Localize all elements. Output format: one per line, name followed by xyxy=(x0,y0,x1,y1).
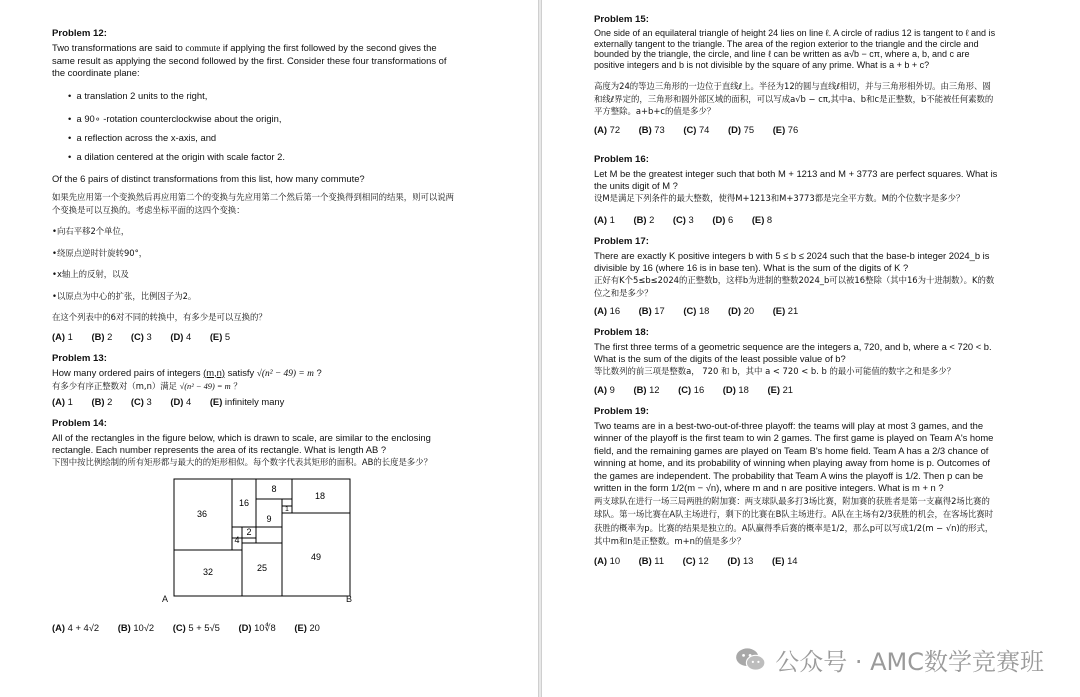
choice-a[interactable] xyxy=(594,555,620,566)
answer-choices xyxy=(52,622,462,634)
choice-part: 14 xyxy=(787,554,798,566)
choice-e[interactable] xyxy=(210,396,285,407)
choice-a[interactable] xyxy=(52,622,99,633)
choice-part: 2 xyxy=(107,330,113,342)
choice-d[interactable] xyxy=(238,622,275,633)
choice-part: 3 xyxy=(146,396,152,407)
choice-part: (B) xyxy=(638,123,652,135)
choice-a[interactable] xyxy=(594,214,615,225)
problem-question: Of the 6 pairs of distinct transformations from this list, how many commute? xyxy=(52,173,365,184)
problem-title: Problem 16: xyxy=(594,153,649,165)
choice-part: 4 xyxy=(185,396,192,407)
area-label: 8 xyxy=(271,483,277,494)
right-column xyxy=(594,14,998,577)
bullet-text: a dilation centered at the origin with scale factor 2. xyxy=(76,151,285,162)
choice-part: (D) xyxy=(727,554,741,566)
choice-e[interactable] xyxy=(752,214,772,225)
choice-part: (B) xyxy=(633,383,647,395)
choice-c[interactable] xyxy=(678,384,704,395)
choice-part: (A) xyxy=(594,123,608,135)
choice-c[interactable] xyxy=(683,555,709,566)
choice-part: 6 xyxy=(727,214,734,225)
choice-d[interactable] xyxy=(712,214,733,225)
choice-part: (C) xyxy=(683,123,697,135)
choice-part: ? xyxy=(313,366,322,378)
problem-12 xyxy=(52,28,462,343)
bullet-item: • a translation 2 units to the right, xyxy=(68,90,208,101)
choice-b[interactable] xyxy=(639,555,664,566)
choice-a[interactable] xyxy=(594,384,615,395)
choice-a[interactable] xyxy=(594,124,620,135)
choice-part: (E) xyxy=(209,330,223,342)
choice-part: (D) xyxy=(712,214,726,225)
choice-part: (D) xyxy=(238,621,252,633)
problem-13 xyxy=(52,353,462,409)
choice-part: 4 + 4√2 xyxy=(67,621,100,633)
choice-part: 12 xyxy=(698,554,709,566)
choice-part: (D) xyxy=(170,330,184,342)
cn-text: 正好有K个5≤b≤2024的正整数b，这样b为进制的整数2024_b可以被16整除（其中16为十进制数）。K的数位之和是多少？ xyxy=(594,275,995,298)
cn-text: 高度为24的等边三角形的一边位于直线ℓ上。半径为12的圆与直线ℓ相切，并与三角形相外切。由三角形、圆和线ℓ界定的，三角形和圆外部区域的面积，可以写成a√b − cπ,其中a、b和c是正整数，b不能被任何素数的平方整除。a+b+c的值是多少？ xyxy=(594,81,994,116)
choice-part: (C) xyxy=(172,621,186,633)
cn-question: 在这个列表中的6对不同的转换中，有多少是可以互换的？ xyxy=(52,312,267,322)
problem-title: Problem 17: xyxy=(594,236,649,247)
choice-d[interactable] xyxy=(728,305,754,316)
choice-d[interactable] xyxy=(727,555,753,566)
answer-choices xyxy=(52,331,462,343)
choice-part: (B) xyxy=(91,330,105,342)
area-label: 36 xyxy=(196,508,208,519)
problem-text: Two teams are in a best-two-out-of-three playoff: the teams will play at most 3 games, and the winner of the playoff is the first team to win 2 games. The first game is played on Team A's home field, and the remaining games are played on Team B's home field. Team A has a 2/3 chance of winning at home, and its probability of winning when playing away from home is p. Outcomes of the games are independent. The probability that Team A wins the playoff is 1/2. Then p can be written in the form 1/2(m − √n), where m and n are positive integers. What is m + n ? xyxy=(594,419,994,493)
answer-choices xyxy=(52,396,462,408)
bullet-item: • a dilation centered at the origin with scale factor 2. xyxy=(68,151,285,162)
choice-part: (E) xyxy=(294,621,307,633)
choice-e[interactable] xyxy=(294,622,320,633)
choice-part: (B) xyxy=(633,214,647,225)
choice-part: 20 xyxy=(743,305,755,316)
choice-part: 18 xyxy=(738,383,749,395)
choice-part: 8 xyxy=(766,214,773,225)
problem-18 xyxy=(594,327,998,396)
problem-text: How many ordered pairs of integers (m,n) satisfy √(n² − 49) = m ? xyxy=(52,366,322,379)
problem-title: Problem 19: xyxy=(594,405,649,417)
problem-text: One side of an equilateral triangle of height 24 lies on line ℓ. A circle of radius 12 is tangent to ℓ and is externally tangent to the triangle. The area of the region exterior to the triangle and the circle and bounded by the triangle, the circle, and line ℓ can be written as a√b − cπ, where a, b, and c are positive integers and b is not divisible by the square of any prime. What is a + b + c? xyxy=(594,28,996,70)
choice-part: (A) xyxy=(52,396,66,407)
choice-part: (C) xyxy=(678,383,692,395)
watermark xyxy=(735,642,1044,677)
problem-14 xyxy=(52,418,462,634)
problem-title: Problem 14: xyxy=(52,418,107,429)
choice-part: (C) xyxy=(682,554,696,566)
choice-c[interactable] xyxy=(673,214,694,225)
choice-b[interactable] xyxy=(639,124,665,135)
choice-part: (B) xyxy=(91,396,105,407)
choice-part: 76 xyxy=(787,123,799,135)
choice-part: 17 xyxy=(654,305,665,316)
choice-part: infinitely many xyxy=(224,396,285,407)
area-label: 2 xyxy=(246,526,252,537)
choice-part: 11 xyxy=(654,554,665,566)
rectangles-diagram xyxy=(172,477,352,607)
cn-text: 设M是满足下列条件的最大整数，使得M+1213和M+3773都是完全平方数。M的个位数字是多少？ xyxy=(594,192,965,203)
problem-text xyxy=(52,42,462,79)
choice-a[interactable] xyxy=(52,396,73,407)
area-label: 1 xyxy=(285,505,289,513)
area-label: 18 xyxy=(314,490,326,501)
area-label: 32 xyxy=(202,566,214,577)
choice-part: 5 xyxy=(224,330,231,342)
choice-part: 10∜8 xyxy=(254,621,276,633)
choice-part: 1 xyxy=(67,396,73,407)
cn-text: 下图中按比例绘制的所有矩形都与最大的的矩形相似。每个数字代表其矩形的面积。AB的长度是多少？ xyxy=(52,457,432,467)
right-page xyxy=(542,0,1080,697)
choice-part: (A) xyxy=(594,554,608,566)
choice-part: 2 xyxy=(649,214,655,225)
choice-part: 73 xyxy=(654,123,665,135)
problem-text: Let M be the greatest integer such that both M + 1213 and M + 3773 are perfect squares. What is the units digit of M ? xyxy=(594,167,998,191)
choice-c[interactable] xyxy=(131,396,152,407)
cn-text: 如果先应用第一个变换然后再应用第二个的变换与先应用第二个然后第一个变换得到相同的结果，则可以说两个变换是可以互换的。考虑坐标平面的这四个变换： xyxy=(52,192,454,215)
area-label: 49 xyxy=(310,551,322,562)
text-span: Two transformations are said to xyxy=(52,42,186,53)
choice-part: (E) xyxy=(767,383,780,395)
choice-part: (C) xyxy=(130,330,144,342)
choice-b[interactable] xyxy=(633,384,659,395)
choice-part: 21 xyxy=(782,383,794,395)
rectangles-figure xyxy=(162,477,462,610)
choice-part: (C) xyxy=(672,214,686,225)
answer-choices xyxy=(594,555,998,567)
choice-part: 16 xyxy=(609,305,621,316)
choice-part: 12 xyxy=(649,383,660,395)
problem-15 xyxy=(594,14,998,136)
choice-part: 1 xyxy=(67,330,73,342)
left-column xyxy=(52,28,462,644)
choice-part: 18 xyxy=(698,305,710,316)
area-label: 9 xyxy=(266,513,272,524)
choice-part: (E) xyxy=(772,305,786,316)
choice-part: 有多少有序正整数对（m,n）满足 xyxy=(52,380,180,391)
left-page xyxy=(0,0,538,697)
choice-part: 72 xyxy=(609,123,621,135)
choice-part: (D) xyxy=(728,305,742,316)
choice-c[interactable] xyxy=(131,331,152,342)
choice-part: 21 xyxy=(787,305,799,316)
choice-part: 4 xyxy=(185,330,192,342)
choice-part: (A) xyxy=(594,383,608,395)
choice-e[interactable] xyxy=(773,305,799,316)
choice-a[interactable] xyxy=(52,331,73,342)
choice-part: (C) xyxy=(683,305,697,316)
choice-part: (D) xyxy=(722,383,736,395)
choice-part: 75 xyxy=(743,123,755,135)
point-b-label: B xyxy=(346,593,353,604)
choice-part: (B) xyxy=(638,554,652,566)
problem-text: The first three terms of a geometric sequence are the integers a, 720, and b, where a < 720 < b. What is the sum of the digits of the least possible value of b? xyxy=(594,341,992,364)
bullet-item: • a reflection across the x-axis, and xyxy=(68,132,217,143)
cn-text: 两支球队在进行一场三局两胜的附加赛：两支球队最多打3场比赛，附加赛的获胜者是第一支赢得2场比赛的球队。第一场比赛在A队主场进行，剩下的比赛在B队主场进行。A队在主场有2/3获胜的机会，在客场比赛时获胜的概率为p。比赛的结果是独立的。A队赢得季后赛的概率是1/2，那么p可以写成1/2(m − √n)的形式，其中m和n是正整数。m+n的值是多少？ xyxy=(594,495,994,546)
choice-a[interactable] xyxy=(594,305,620,316)
choice-part: 9 xyxy=(609,383,615,395)
choice-part: (C) xyxy=(130,396,144,407)
answer-choices xyxy=(594,305,998,317)
choice-part: 10 xyxy=(609,554,621,566)
choice-e[interactable] xyxy=(773,124,799,135)
bullet-text: a reflection across the x-axis, and xyxy=(76,132,217,143)
text-span: if applying the first followed by the second gives the same result as applying the second followed by the first. Consider these four transformations of the coordinate plane: xyxy=(52,42,447,78)
problem-title: Problem 12: xyxy=(52,28,107,39)
point-a-label: A xyxy=(162,593,169,604)
area-label: 16 xyxy=(238,497,250,508)
choice-part: (E) xyxy=(771,554,785,566)
choice-d[interactable] xyxy=(170,331,191,342)
problem-title: Problem 18: xyxy=(594,327,649,338)
problem-16 xyxy=(594,154,998,227)
area-label: 25 xyxy=(256,562,268,573)
choice-b[interactable] xyxy=(639,305,665,316)
problem-title: Problem 15: xyxy=(594,14,649,25)
choice-c[interactable] xyxy=(173,622,220,633)
cn-bullet: •x轴上的反射，以及 xyxy=(52,269,129,279)
choice-d[interactable] xyxy=(723,384,749,395)
term-commute: commute xyxy=(185,44,221,54)
cn-text: 等比数列的前三项是整数a， 720 和 b，其中 a < 720 < b. b 的最小可能值的数字之和是多少？ xyxy=(594,366,956,376)
choice-part: (B) xyxy=(638,305,652,316)
choice-part: 1 xyxy=(609,214,615,225)
choice-part: (A) xyxy=(594,214,608,225)
choice-part: (A) xyxy=(52,621,66,633)
choice-part: (D) xyxy=(170,396,184,407)
problem-title: Problem 13: xyxy=(52,352,107,364)
choice-part: (A) xyxy=(52,330,66,342)
choice-part: (D) xyxy=(728,123,742,135)
bullet-text: a 90∘ -rotation counterclockwise about the origin, xyxy=(76,113,282,124)
choice-d[interactable] xyxy=(170,396,191,407)
cn-bullet: •绕原点逆时针旋转90°， xyxy=(52,247,148,258)
choice-part: (E) xyxy=(209,396,223,407)
choice-b[interactable] xyxy=(91,396,112,407)
area-label: 4 xyxy=(234,534,240,545)
choice-part: 16 xyxy=(693,383,705,395)
choice-part: (A) xyxy=(594,305,608,316)
cn-bullet: •以原点为中心的扩张，比例因子为2。 xyxy=(52,290,197,301)
choice-e[interactable] xyxy=(772,555,798,566)
bullet-item: • a 90∘ -rotation counterclockwise about the origin, xyxy=(68,113,282,124)
answer-choices xyxy=(594,124,998,136)
choice-part: 74 xyxy=(698,123,710,135)
choice-c[interactable] xyxy=(683,124,709,135)
choice-d[interactable] xyxy=(728,124,754,135)
choice-part: 10√2 xyxy=(133,621,155,633)
cn-text: 有多少有序正整数对（m,n）满足 √(n² − 49) = m ？ xyxy=(52,380,242,391)
problem-text: All of the rectangles in the figure below, which is drawn to scale, are similar to the enclosing rectangle. Each number represents the area of its rectangle. What is length AB ? xyxy=(52,432,431,455)
choice-part: 13 xyxy=(742,554,754,566)
choice-part: 5 + 5√5 xyxy=(188,621,220,633)
choice-part: (B) xyxy=(117,621,131,633)
choice-b[interactable] xyxy=(118,622,154,633)
problem-19 xyxy=(594,406,998,567)
choice-part: ？ xyxy=(230,380,242,391)
choice-part: 3 xyxy=(146,330,152,342)
problem-17 xyxy=(594,236,998,317)
cn-bullet: •向右平移2个单位， xyxy=(52,226,130,236)
choice-part: (E) xyxy=(772,123,786,135)
answer-choices xyxy=(594,384,998,396)
watermark-text: 公众号 · AMC数学竞赛班 xyxy=(775,648,1044,676)
answer-choices xyxy=(594,214,998,226)
choice-part: (m,n) xyxy=(203,366,225,378)
choice-part: satisfy xyxy=(225,366,257,378)
choice-c[interactable] xyxy=(683,305,709,316)
choice-b[interactable] xyxy=(91,331,112,342)
choice-part: How many ordered pairs of integers xyxy=(52,366,204,378)
bullet-text: a translation 2 units to the right, xyxy=(76,90,208,101)
choice-part: 20 xyxy=(309,621,320,633)
choice-part: (E) xyxy=(751,214,765,225)
choice-b[interactable] xyxy=(633,214,654,225)
choice-part: 3 xyxy=(688,214,694,225)
choice-part: 2 xyxy=(107,396,113,407)
wechat-icon xyxy=(735,647,767,673)
choice-e[interactable] xyxy=(210,331,230,342)
choice-e[interactable] xyxy=(767,384,793,395)
problem-text: There are exactly K positive integers b with 5 ≤ b ≤ 2024 such that the base-b integer 2024_b is divisible by 16 (where 16 is in base ten). What is the sum of the digits of K ? xyxy=(594,250,990,273)
